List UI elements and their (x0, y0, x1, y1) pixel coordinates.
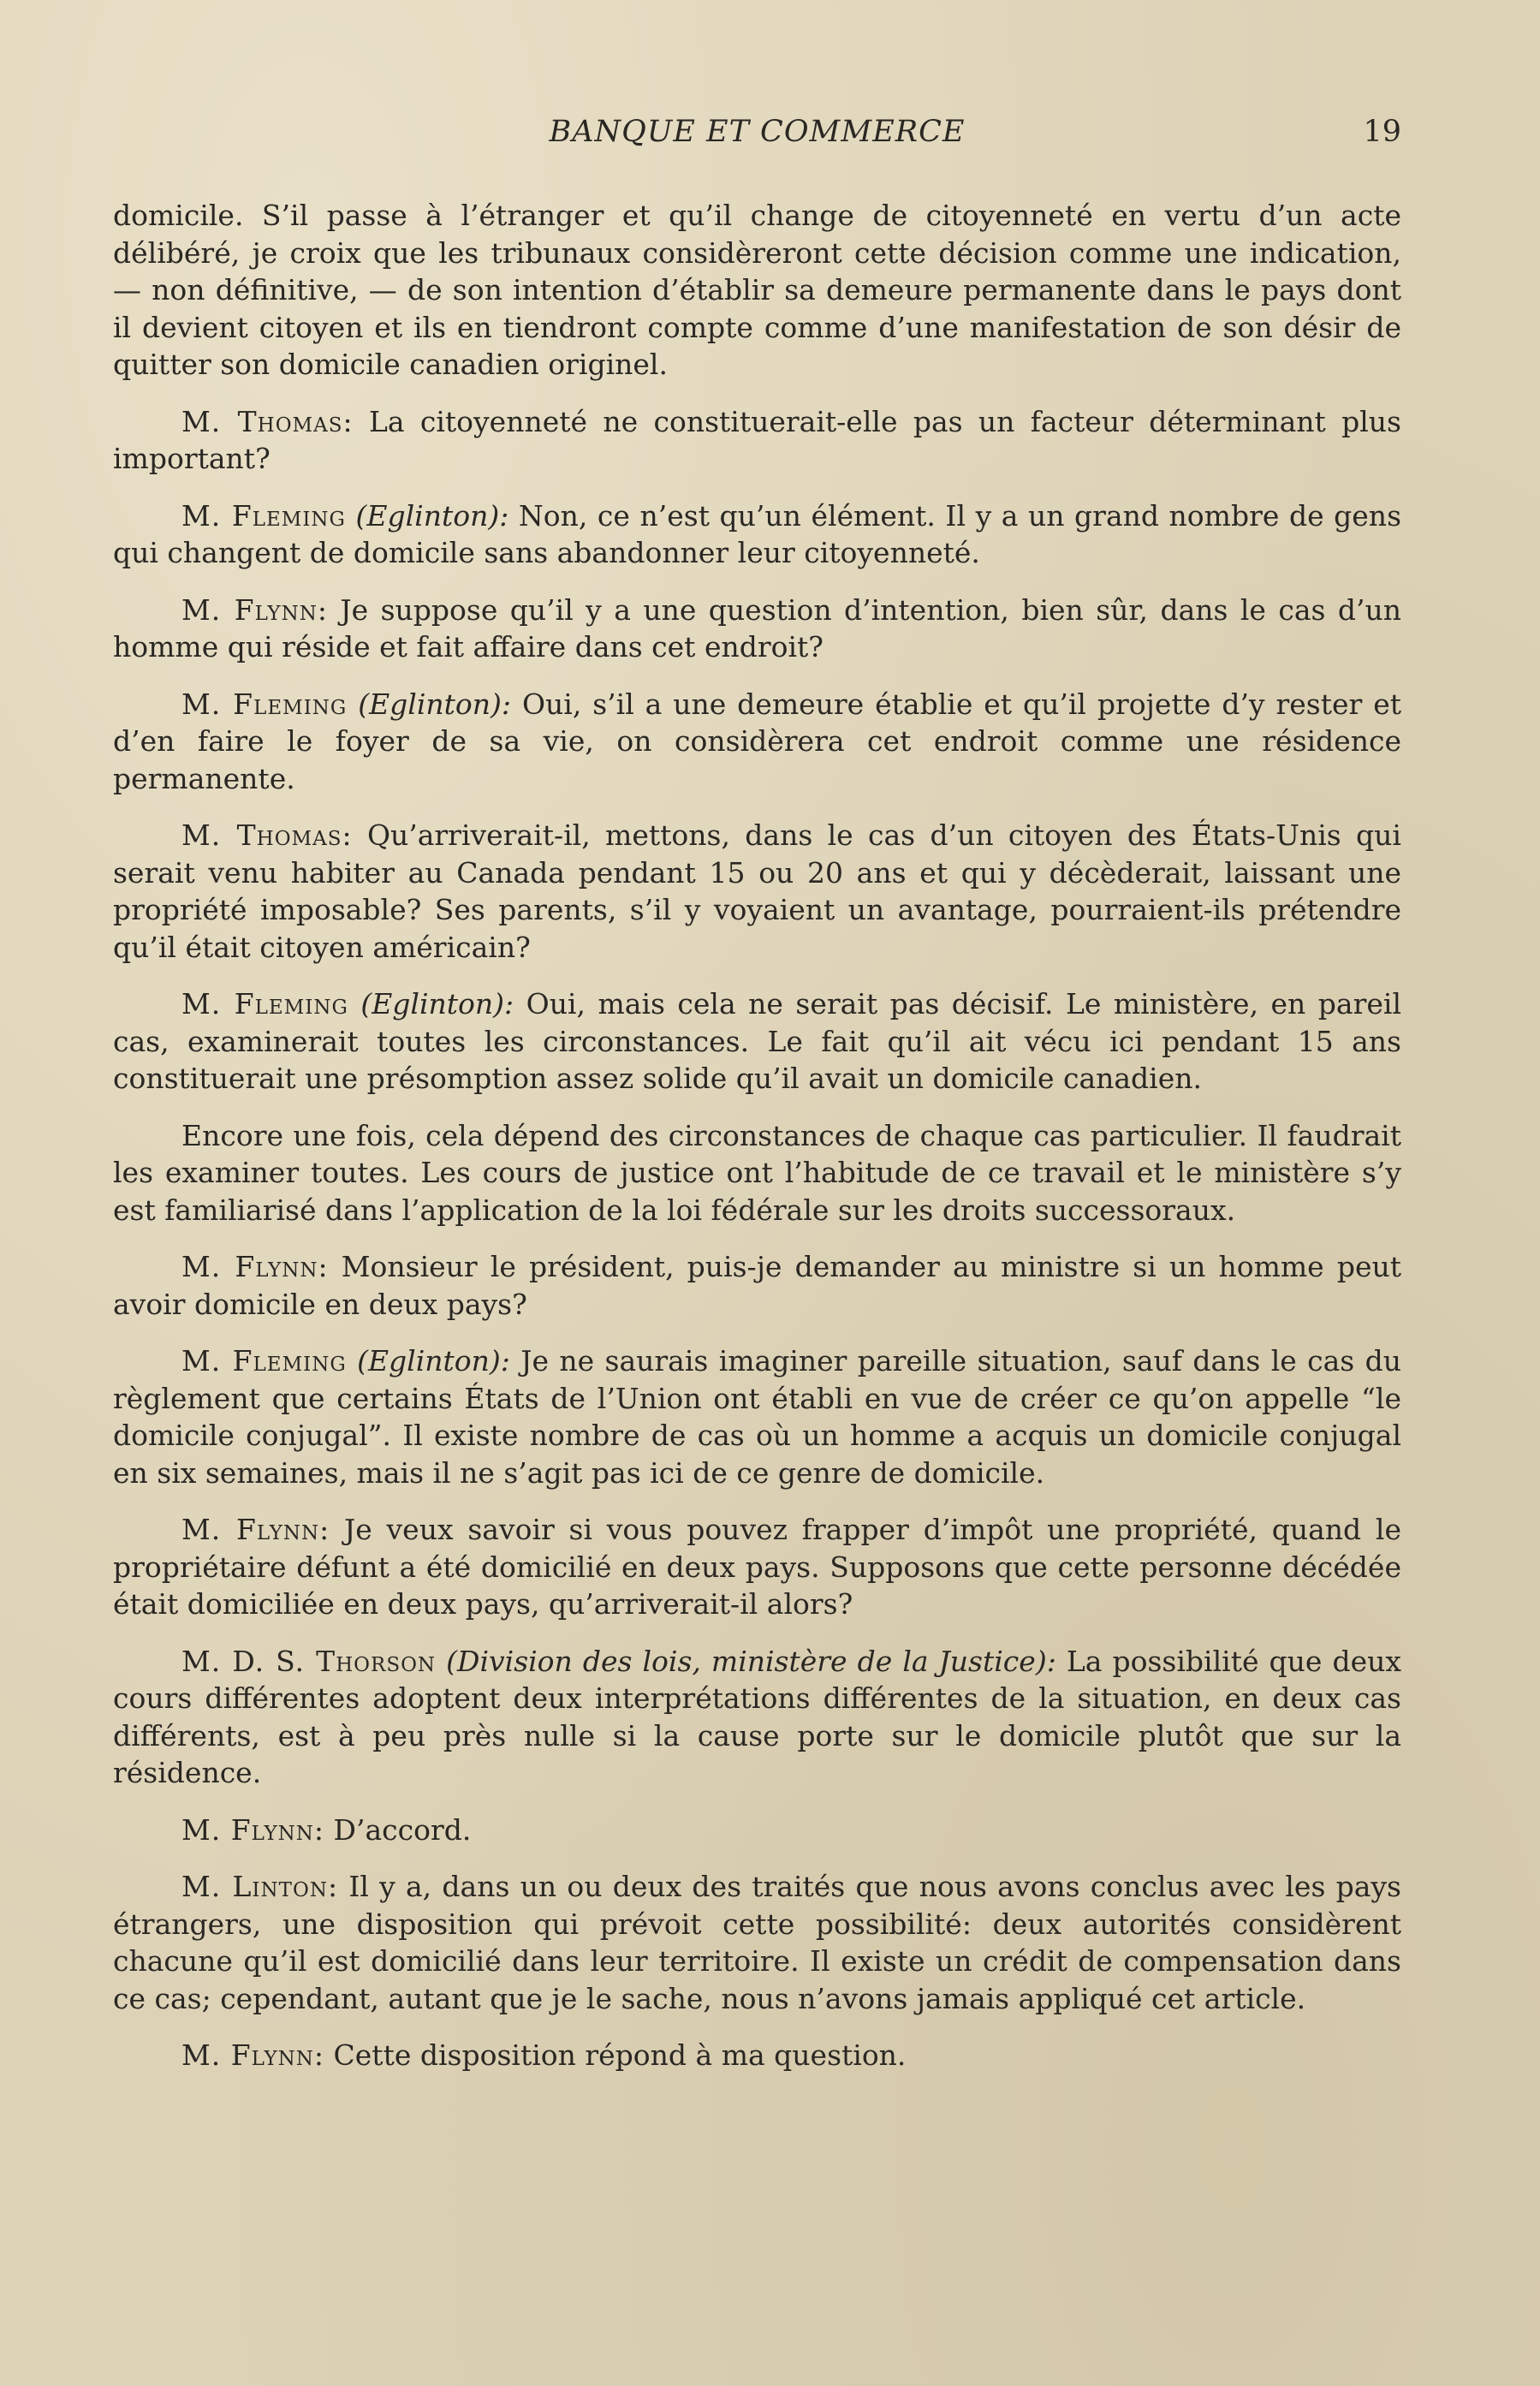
paragraph-text: La possibilité que deux cours différentes adoptent deux interprétations différentes de la situation, en deux cas différents, est à peu près nulle si la cause porte sur le domicile plutôt que sur la résidence. (113, 1644, 1401, 1789)
paragraph-text: Oui, s’il a une demeure établie et qu’il projette d’y rester et d’en faire le foyer de sa vie, on considèrera cet endroit comme une résidence permanente. (113, 687, 1401, 795)
paragraph-text: Monsieur le président, puis-je demander au ministre si un homme peut avoir domicile en deux pays? (113, 1250, 1401, 1321)
transcript-body (113, 197, 1401, 2094)
speaker-name: M. Flynn: (181, 1513, 330, 1546)
paragraph (113, 1342, 1401, 1491)
paragraph-text: Oui, mais cela ne serait pas décisif. Le ministère, en pareil cas, examinerait toutes les circonstances. Le fait qu’il ait vécu ici pendant 15 ans constituerait une présomption assez solide qu’il avait un domicile canadien. (113, 987, 1401, 1095)
paragraph (113, 1868, 1401, 2017)
speaker-name: M. Flynn: (181, 1812, 325, 1847)
paragraph (113, 497, 1401, 572)
speaker-affiliation: (Eglinton): (355, 498, 509, 533)
speaker-affiliation: (Eglinton): (360, 987, 514, 1020)
speaker-name: M. Fleming (181, 987, 348, 1020)
page-header (113, 115, 1401, 156)
speaker-name: M. Flynn: (181, 2038, 325, 2072)
paragraph-text: Encore une fois, cela dépend des circonstances de chaque cas particulier. Il faudrait les examiner toutes. Les cours de justice ont l’habitude de ce travail et le ministère s’y est familiarisé dans l’application de la loi fédérale sur les droits successoraux. (113, 1118, 1401, 1227)
speaker-name: M. Flynn: (181, 592, 328, 627)
paragraph (113, 403, 1401, 478)
running-title: BANQUE ET COMMERCE (549, 115, 966, 149)
paragraph-text: Je veux savoir si vous pouvez frapper d’impôt une propriété, quand le propriétaire défunt a été domicilié en deux pays. Supposons que cette personne décédée était domiciliée en deux pays, qu’arriverait-il alors? (113, 1513, 1401, 1621)
paragraph (113, 197, 1401, 384)
speaker-name: M. D. S. Thorson (181, 1644, 437, 1678)
paragraph (113, 817, 1401, 966)
paragraph (113, 1643, 1401, 1792)
speaker-name: M. Thomas: (181, 404, 354, 438)
page-number: 19 (1363, 115, 1401, 149)
paragraph-text: Je ne saurais imaginer pareille situation, sauf dans le cas du règlement que certains États de l’Union ont établi en vue de créer ce qu’on appelle “le domicile conjugal”. Il existe nombre de cas où un homme a acquis un domicile conjugal en six semaines, mais il ne s’agit pas ici de ce genre de domicile. (113, 1344, 1401, 1490)
speaker-name: M. Fleming (181, 1344, 347, 1377)
paragraph-text: Je suppose qu’il y a une question d’intention, bien sûr, dans le cas d’un homme qui réside et fait affaire dans cet endroit? (113, 592, 1402, 663)
paragraph-text: Non, ce n’est qu’un élément. Il y a un grand nombre de gens qui changent de domicile sans abandonner leur citoyenneté. (113, 498, 1401, 569)
speaker-name: M. Thomas: (181, 818, 353, 852)
paragraph (113, 1511, 1401, 1623)
paragraph (113, 1117, 1401, 1229)
paragraph (113, 686, 1401, 798)
paragraph-text: domicile. S’il passe à l’étranger et qu’il change de citoyenneté en vertu d’un acte délibéré, je croix que les tribunaux considèreront cette décision comme une indication, — non définitive, — de son intention d’établir sa demeure permanente dans le pays dont il devient citoyen et ils en tiendront compte comme d’une manifestation de son désir de quitter son domicile canadien originel. (113, 199, 1401, 381)
speaker-name: M. Fleming (181, 687, 348, 721)
paragraph-text: Cette disposition répond à ma question. (333, 2038, 907, 2072)
paragraph-text: Il y a, dans un ou deux des traités que nous avons conclus avec les pays étrangers, une disposition qui prévoit cette possibilité: deux autorités considèrent chacune qu’il est domicilié dans leur territoire. Il existe un crédit de compensation dans ce cas; cependant, autant que je le sache, nous n’avons jamais appliqué cet article. (113, 1870, 1401, 2015)
speaker-name: M. Linton: (181, 1870, 339, 1903)
paragraph (113, 592, 1401, 666)
speaker-affiliation: (Eglinton): (358, 687, 512, 721)
speaker-name: M. Flynn: (181, 1250, 329, 1283)
paragraph-text: D’accord. (333, 1812, 472, 1847)
speaker-affiliation: (Division des lois, ministère de la Justice): (446, 1644, 1056, 1678)
speaker-affiliation: (Eglinton): (357, 1344, 510, 1377)
paragraph-text: Qu’arriverait-il, mettons, dans le cas d’un citoyen des États-Unis qui serait venu habiter au Canada pendant 15 ou 20 ans et qui y décèderait, laissant une propriété imposable? Ses parents, s’il y voyaient un avantage, pourraient-ils prétendre qu’il était citoyen américain? (113, 818, 1401, 964)
paragraph (113, 1248, 1401, 1323)
paragraph-text: La citoyenneté ne constituerait-elle pas un facteur déterminant plus important? (113, 404, 1401, 475)
paragraph (113, 1812, 1401, 1849)
paragraph (113, 2037, 1401, 2074)
paragraph (113, 985, 1401, 1098)
speaker-name: M. Fleming (181, 498, 346, 533)
